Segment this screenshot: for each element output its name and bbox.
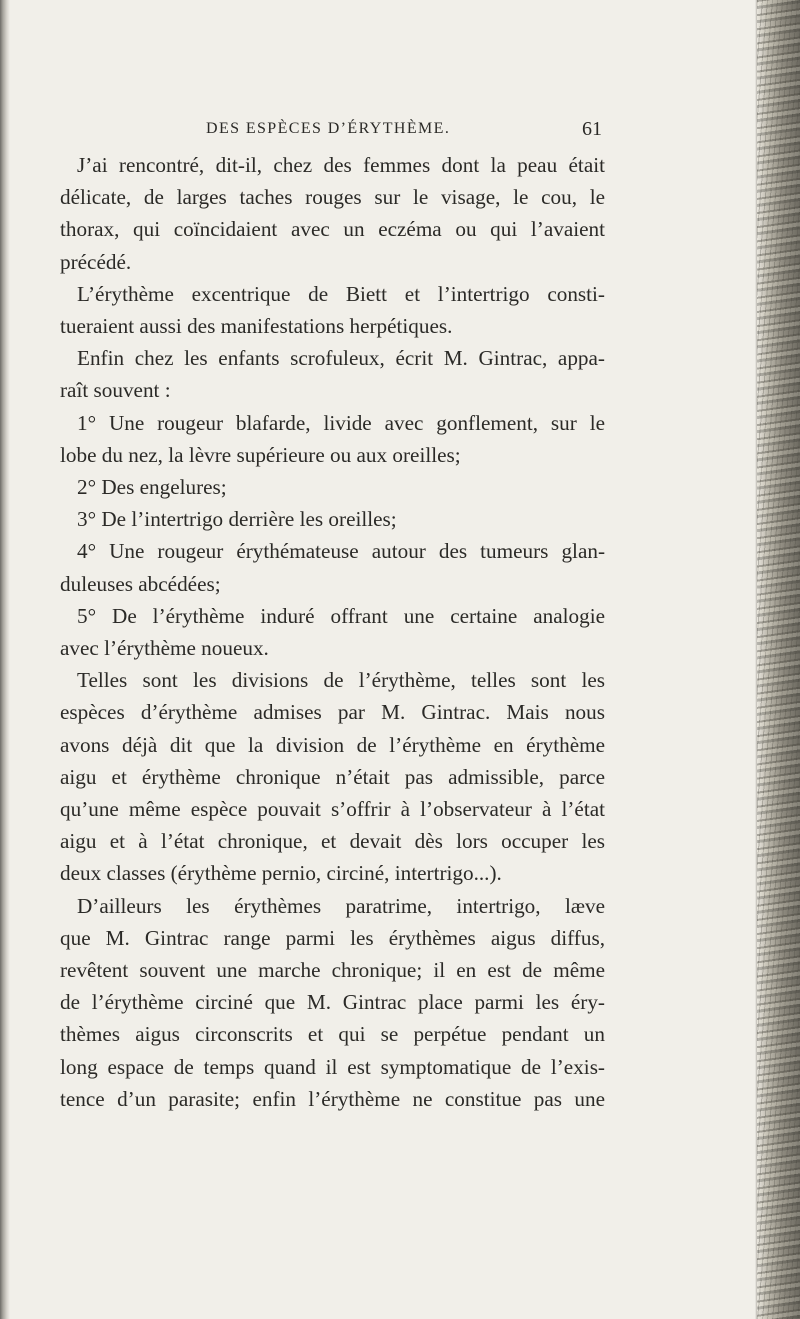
text-line: revêtent souvent une marche chronique; il en est de même [60,958,605,983]
running-head: DES ESPÈCES D’ÉRYTHÈME. [206,120,451,137]
text-line: 2° Des engelures; [77,475,227,500]
text-line: long espace de temps quand il est symptomatique de l’exis- [60,1054,605,1079]
body-text [60,149,605,1115]
text-line: duleuses abcédées; [60,571,221,596]
page-left-edge-shadow [0,0,10,1319]
text-line: 3° De l’intertrigo derrière les oreilles; [77,507,397,532]
page-number: 61 [582,118,602,140]
text-line: espèces d’érythème admises par M. Gintrac. Mais nous [60,700,605,725]
text-line: raît souvent : [60,378,171,403]
text-line: avons déjà dit que la division de l’érythème en érythème [60,732,605,757]
text-line: 1° Une rougeur blafarde, livide avec gonflement, sur le [77,410,605,435]
text-line: lobe du nez, la lèvre supérieure ou aux oreilles; [60,442,461,467]
page-header [60,120,605,146]
book-page [60,0,605,1319]
text-line: tueraient aussi des manifestations herpétiques. [60,314,453,339]
text-line: thorax, qui coïncidaient avec un eczéma ou qui l’avaient [60,217,605,242]
text-line: 5° De l’érythème induré offrant une certaine analogie [77,603,605,628]
text-line: délicate, de larges taches rouges sur le visage, le cou, le [60,185,605,210]
text-line: tence d’un parasite; enfin l’érythème ne constitue pas une [60,1086,605,1111]
text-line: aigu et à l’état chronique, et devait dès lors occuper les [60,829,605,854]
text-line: avec l’érythème noueux. [60,636,269,661]
text-line: précédé. [60,249,132,274]
text-line: Telles sont les divisions de l’érythème, telles sont les [77,668,605,693]
text-line: de l’érythème circiné que M. Gintrac place parmi les éry- [60,990,605,1015]
text-line: qu’une même espèce pouvait s’offrir à l’observateur à l’état [60,797,605,822]
text-line: J’ai rencontré, dit-il, chez des femmes dont la peau était [77,153,605,177]
text-line: que M. Gintrac range parmi les érythèmes aigus diffus, [60,925,605,950]
text-line: L’érythème excentrique de Biett et l’intertrigo consti- [77,281,605,306]
text-line: thèmes aigus circonscrits et qui se perpétue pendant un [60,1022,605,1047]
book-binding-edge [757,0,800,1319]
text-line: deux classes (érythème pernio, circiné, intertrigo...). [60,861,502,886]
text-line: D’ailleurs les érythèmes paratrime, intertrigo, læve [77,893,605,918]
text-line: aigu et érythème chronique n’était pas admissible, parce [60,764,605,789]
text-line: Enfin chez les enfants scrofuleux, écrit M. Gintrac, appa- [77,346,605,371]
text-line: 4° Une rougeur érythémateuse autour des tumeurs glan- [77,539,605,564]
